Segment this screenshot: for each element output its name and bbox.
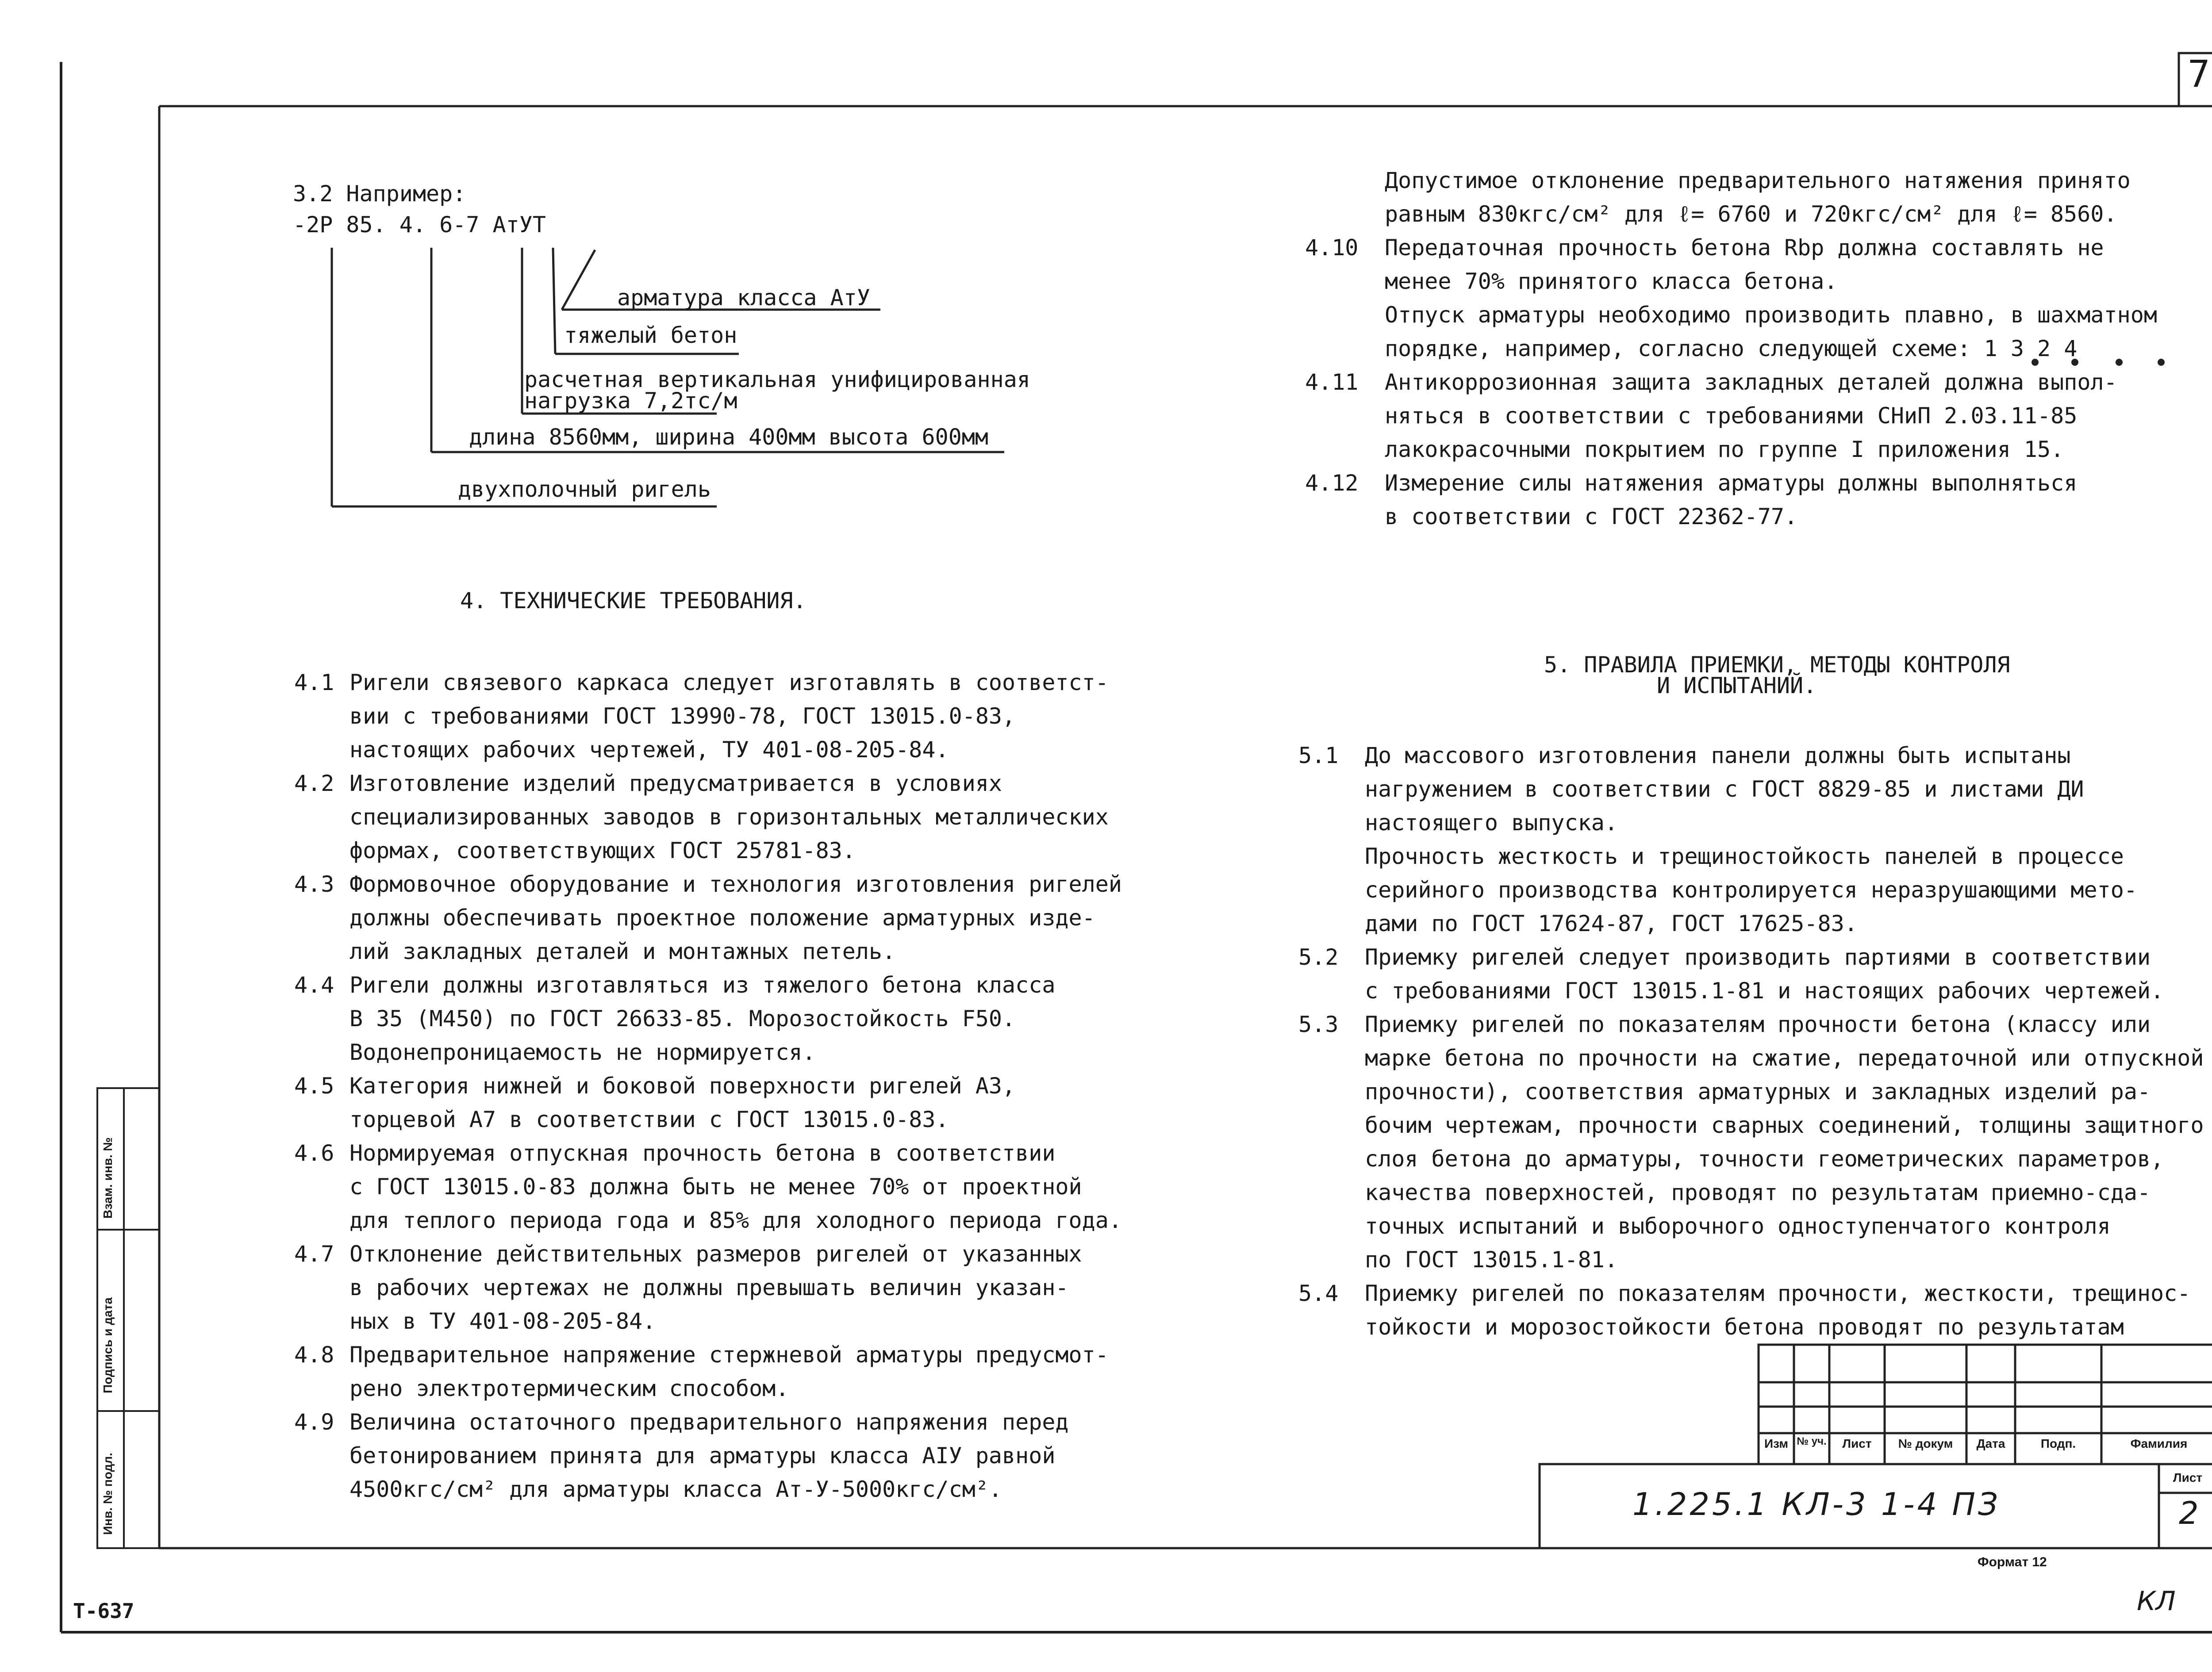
item-number: 4.1	[294, 670, 334, 695]
item-line: лакокрасочными покрытием по группе I приложения 15.	[1385, 437, 2064, 462]
item-number: 4.5	[294, 1073, 334, 1099]
list-item	[294, 767, 1161, 867]
item-line: Формовочное оборудование и технология изготовления ригелей	[349, 871, 1122, 897]
item-line: настоящих рабочих чертежей, ТУ 401-08-205-84.	[349, 737, 949, 763]
list-item	[294, 1405, 1161, 1506]
list-item	[294, 867, 1161, 968]
item-number: 4.4	[294, 972, 334, 998]
item-line: Отклонение действительных размеров ригелей от указанных	[349, 1241, 1082, 1267]
item-number: 5.4	[1298, 1281, 1339, 1306]
item-line: Приемку ригелей следует производить партиями в соответствии	[1365, 944, 2151, 970]
item-number: 4.12	[1305, 470, 1359, 496]
stamp-header-doc: № докум	[1898, 1437, 1953, 1450]
list-item	[1298, 940, 2201, 1008]
stamp-sheet-number: 2	[2179, 1495, 2199, 1531]
stamp-header-list: Лист	[1842, 1437, 1872, 1450]
item-line: Ригели связевого каркаса следует изготавлять в соответст-	[349, 670, 1109, 695]
right-column-top	[1305, 164, 2199, 533]
item-line: 4500кгс/см² для арматуры класса Ат-У-5000кгс/см².	[349, 1476, 1002, 1502]
item-line: Антикоррозионная защита закладных деталей должна выпол-	[1385, 369, 2117, 395]
item-line: специализированных заводов в горизонтальных металлических	[349, 804, 1109, 830]
item-line: вии с требованиями ГОСТ 13990-78, ГОСТ 13015.0-83,	[349, 703, 1016, 729]
item-line: нагружением в соответствии с ГОСТ 8829-85 и листами ДИ	[1365, 776, 2084, 802]
item-number: 4.8	[294, 1342, 334, 1368]
stamp-header-sign: Подп.	[2040, 1437, 2076, 1450]
item-number: 4.3	[294, 871, 334, 897]
item-line: Передаточная прочность бетона Rbp должна составлять не	[1385, 235, 2104, 261]
item-line: прочности), соответствия арматурных и закладных изделий ра-	[1365, 1079, 2151, 1104]
intro-line: равным 830кгс/см² для ℓ= 6760 и 720кгс/см² для ℓ= 8560.	[1385, 201, 2117, 227]
item-line: торцевой А7 в соответствии с ГОСТ 13015.0-83.	[349, 1107, 949, 1132]
label-load-2: нагрузка 7,2тс/м	[524, 388, 737, 414]
stamp-header-uch: № уч.	[1797, 1435, 1827, 1447]
item-line: точных испытаний и выборочного одноступенчатого контроля	[1365, 1213, 2111, 1239]
drawing-code: Т-637	[73, 1599, 134, 1623]
page-number: 7	[2188, 52, 2210, 96]
item-line: Нормируемая отпускная прочность бетона в соответствии	[349, 1140, 1056, 1166]
example-heading: 3.2 Например:	[293, 181, 466, 207]
item-line: по ГОСТ 13015.1-81.	[1365, 1247, 1618, 1273]
item-number: 4.9	[294, 1409, 334, 1435]
item-number: 5.2	[1298, 944, 1339, 970]
item-line: ных в ТУ 401-08-205-84.	[349, 1308, 656, 1334]
item-line: Предварительное напряжение стержневой арматуры предусмот-	[349, 1342, 1109, 1368]
item-number: 5.3	[1298, 1012, 1339, 1037]
item-line: порядке, например, согласно следующей схеме: 1 3 2 4	[1385, 336, 2078, 361]
item-line: Прочность жесткость и трещиностойкость панелей в процессе	[1365, 844, 2124, 869]
format-label: Формат 12	[1978, 1555, 2047, 1569]
list-item	[1298, 739, 2201, 940]
list-item	[294, 968, 1161, 1069]
list-item	[1305, 231, 2199, 365]
section5-list	[1298, 739, 2204, 1344]
item-number: 5.1	[1298, 743, 1339, 768]
item-line: в рабочих чертежах не должны превышать величин указан-	[349, 1275, 1069, 1300]
list-item	[1305, 365, 2199, 466]
item-line: Измерение силы натяжения арматуры должны выполняться	[1385, 470, 2078, 496]
label-load-1: расчетная вертикальная унифицированная	[524, 367, 1030, 392]
section4-title: 4. ТЕХНИЧЕСКИЕ ТРЕБОВАНИЯ.	[460, 588, 806, 614]
item-line: марке бетона по прочности на сжатие, передаточной или отпускной	[1365, 1045, 2204, 1071]
label-beam-type: двухполочный ригель	[458, 476, 711, 502]
item-number: 4.10	[1305, 235, 1359, 261]
item-line: лий закладных деталей и монтажных петель.	[349, 939, 896, 964]
item-line: рено электротермическим способом.	[349, 1376, 789, 1401]
item-line: дами по ГОСТ 17624-87, ГОСТ 17625-83.	[1365, 911, 1858, 936]
item-line: качества поверхностей, проводят по результатам приемно-сда-	[1365, 1180, 2151, 1205]
corner-mark: КЛ	[2137, 1586, 2176, 1617]
item-line: тойкости и морозостойкости бетона проводят по результатам	[1365, 1314, 2124, 1340]
side-label-replace: Взам. инв. №	[101, 1137, 115, 1219]
item-line: бочим чертежам, прочности сварных соединений, толщины защитного	[1365, 1112, 2204, 1138]
item-line: Отпуск арматуры необходимо производить плавно, в шахматном	[1385, 302, 2157, 328]
item-line: няться в соответствии с требованиями СНиП 2.03.11-85	[1385, 403, 2078, 429]
item-number: 4.6	[294, 1140, 334, 1166]
item-number: 4.11	[1305, 369, 1359, 395]
intro-line: Допустимое отклонение предварительного натяжения принято	[1385, 168, 2131, 193]
label-reinforcement: арматура класса АтУ	[617, 285, 870, 311]
list-item	[294, 1338, 1161, 1405]
item-line: До массового изготовления панели должны быть испытаны	[1365, 743, 2071, 768]
item-line: Изготовление изделий предусматривается в условиях	[349, 771, 1002, 796]
list-item	[1305, 466, 2199, 533]
item-line: формах, соответствующих ГОСТ 25781-83.	[349, 838, 856, 863]
section4-list	[294, 666, 1161, 1506]
stamp-header-date: Дата	[1976, 1437, 2005, 1450]
item-line: Категория нижней и боковой поверхности ригелей А3,	[349, 1073, 1016, 1099]
stamp-designation: 1.225.1 КЛ-3 1-4 ПЗ	[1632, 1486, 2001, 1522]
item-line: с ГОСТ 13015.0-83 должна быть не менее 70% от проектной	[349, 1174, 1082, 1200]
item-line: бетонированием принята для арматуры класса АIУ равной	[349, 1443, 1056, 1469]
item-line: настоящего выпуска.	[1365, 810, 1618, 836]
section5-title-2: И ИСПЫТАНИЙ.	[1657, 673, 1817, 698]
item-line: серийного производства контролируется неразрушающими мето-	[1365, 877, 2137, 903]
item-number: 4.2	[294, 771, 334, 796]
item-line: для теплого периода года и 85% для холодного периода года.	[349, 1208, 1122, 1233]
side-label-inv: Инв. № подл.	[101, 1453, 115, 1535]
list-item	[294, 1136, 1161, 1237]
label-dimensions: длина 8560мм, ширина 400мм высота 600мм	[469, 424, 988, 450]
list-item	[294, 1237, 1161, 1338]
list-item	[1298, 1008, 2204, 1277]
example-code: -2Р 85. 4. 6-7 АтУТ	[293, 212, 546, 238]
item-line: Приемку ригелей по показателям прочности бетона (классу или	[1365, 1012, 2151, 1037]
item-line: в соответствии с ГОСТ 22362-77.	[1385, 504, 1798, 529]
item-line: Величина остаточного предварительного напряжения перед	[349, 1409, 1069, 1435]
section5-title-1: 5. ПРАВИЛА ПРИЕМКИ, МЕТОДЫ КОНТРОЛЯ	[1544, 652, 2010, 678]
item-line: В 35 (М450) по ГОСТ 26633-85. Морозостойкость F50.	[349, 1006, 1016, 1032]
list-item	[294, 1069, 1161, 1136]
stamp-sheet-label: Лист	[2173, 1471, 2203, 1484]
item-line: Ригели должны изготавляться из тяжелого бетона класса	[349, 972, 1056, 998]
item-line: с требованиями ГОСТ 13015.1-81 и настоящих рабочих чертежей.	[1365, 978, 2164, 1004]
stamp-header-izm: Изм	[1764, 1437, 1789, 1450]
item-number: 4.7	[294, 1241, 334, 1267]
item-line: должны обеспечивать проектное положение арматурных изде-	[349, 905, 1095, 931]
stamp-header-name: Фамилия	[2130, 1437, 2188, 1450]
side-label-sign: Подпись и дата	[101, 1297, 115, 1393]
item-line: Водонепроницаемость не нормируется.	[349, 1039, 816, 1065]
item-line: менее 70% принятого класса бетона.	[1385, 268, 1838, 294]
list-item	[1298, 1277, 2201, 1344]
label-heavy-concrete: тяжелый бетон	[564, 322, 737, 348]
list-item	[294, 666, 1161, 767]
item-line: слоя бетона до арматуры, точности геометрических параметров,	[1365, 1146, 2164, 1172]
item-line: Приемку ригелей по показателям прочности, жесткости, трещинос-	[1365, 1281, 2191, 1306]
